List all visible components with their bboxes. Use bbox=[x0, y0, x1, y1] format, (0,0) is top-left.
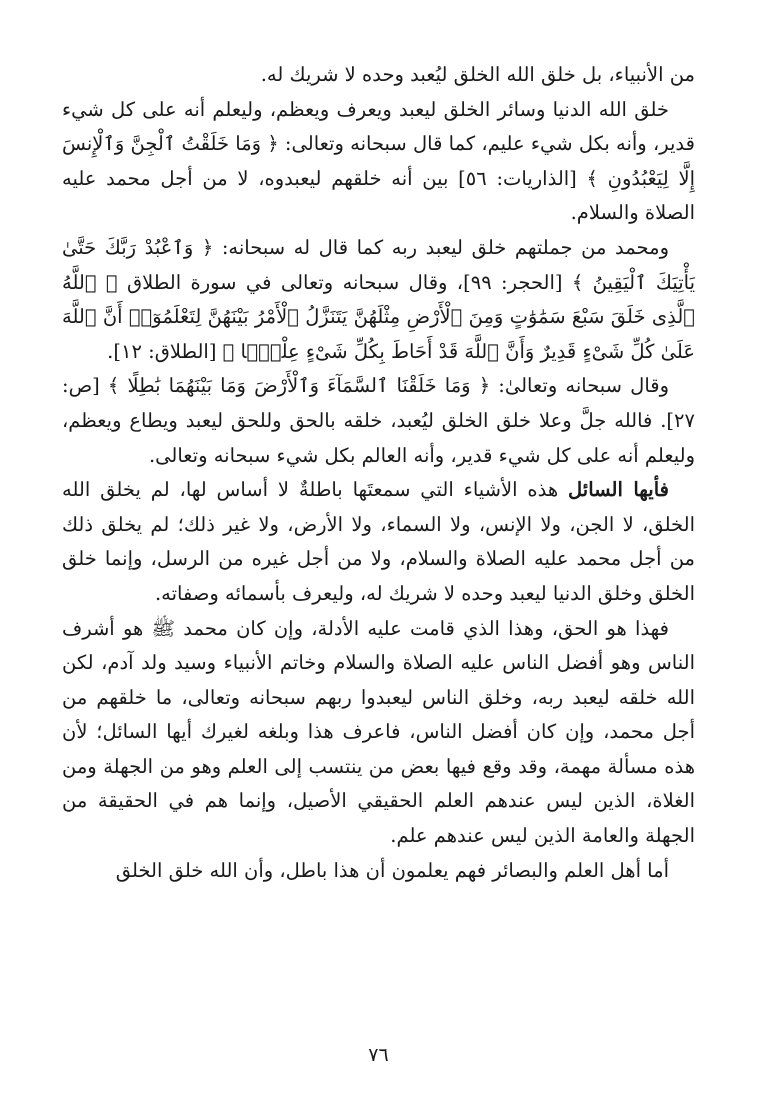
paragraph-text: من الأنبياء، بل خلق الله الخلق ليُعبد وحده لا شريك له. bbox=[260, 63, 695, 86]
paragraph-4 bbox=[62, 369, 695, 473]
paragraph-text: خلق الله الدنيا وسائر الخلق ليعبد ويعرف ويعظم، وليعلم أنه على كل شيء قدير، وأنه بكل شيء عليم، كما قال سبحانه وتعالى: ﴿ وَمَا خَلَقْتُ ٱلْجِنَّ وَٱلْإِنسَ إِلَّا لِيَعْبُدُونِ ﴾ [الذاريات: ٥٦] بين أنه خلقهم ليعبدوه، لا من أجل محمد عليه الصلاة والسلام. bbox=[62, 97, 695, 225]
paragraph-2 bbox=[62, 93, 695, 231]
page-number: ٧٦ bbox=[368, 1044, 389, 1066]
paragraph-lead: فأيها السائل bbox=[568, 478, 669, 502]
paragraph-text: ومحمد من جملتهم خلق ليعبد ربه كما قال له سبحانه: ﴿ وَٱعْبُدْ رَبَّكَ حَتَّىٰ يَأْتِيَكَ ٱلْيَقِينُ ﴾ [الحجر: ٩٩]، وقال سبحانه وتعالى في سورة الطلاق ﴿ ٱللَّهُ ٱلَّذِى خَلَقَ سَبْعَ سَمَٰوَٰتٍ وَمِنَ ٱلْأَرْضِ مِثْلَهُنَّ يَتَنَزَّلُ ٱلْأَمْرُ بَيْنَهُنَّ لِتَعْلَمُوٓا۟ أَنَّ ٱللَّهَ عَلَىٰ كُلِّ شَىْءٍ قَدِيرٌ وَأَنَّ ٱللَّهَ قَدْ أَحَاطَ بِكُلِّ شَىْءٍ عِلْمًۢا ﴾ [الطلاق: ١٢]. bbox=[62, 235, 695, 363]
paragraph-3 bbox=[62, 231, 695, 369]
paragraph-6 bbox=[62, 612, 695, 854]
paragraph-text: وقال سبحانه وتعالىٰ: ﴿ وَمَا خَلَقْنَا ٱلسَّمَآءَ وَٱلْأَرْضَ وَمَا بَيْنَهُمَا بَٰطِلًا ﴾ [ص: ٢٧]. فالله جلَّ وعلا خلق الخلق ليُعبد، خلقه بالحق وللحق ليعبد ويطاع ويعظم، وليعلم أنه على كل شيء قدير، وأنه العالم بكل شيء سبحانه وتعالى. bbox=[62, 374, 695, 467]
paragraph-text: فهذا هو الحق، وهذا الذي قامت عليه الأدلة، وإن كان محمد ﷺ هو أشرف الناس وهو أفضل الناس عليه الصلاة والسلام وخاتم الأنبياء وسيد ولد آدم، لكن الله خلقه ليعبد ربه، وخلق الناس ليعبدوا ربهم سبحانه وتعالى، ما خلقهم من أجل محمد، وإن كان أفضل الناس، فاعرف هذا وبلغه لغيرك أيها السائل؛ لأن هذه مسألة مهمة، وقد وقع فيها بعض من ينتسب إلى العلم وهو من الجهلة ومن الغلاة، الذين ليس عندهم العلم الحقيقي الأصيل، وإنما هم في الحقيقة من الجهلة والعامة الذين ليس عندهم علم. bbox=[62, 616, 695, 848]
paragraph-1 bbox=[62, 58, 695, 93]
paragraph-text: هذه الأشياء التي سمعتَها باطلةٌ لا أساس لها، لم يخلق الله الخلق، لا الجن، ولا الإنس، ولا السماء، ولا الأرض، ولا غير ذلك؛ لم يخلق ذلك من أجل محمد عليه الصلاة والسلام، ولا من أجل غيره من الرسل، وإنما خلق الخلق وخلق الدنيا ليعبد وحده لا شريك له، وليعرف بأسمائه وصفاته. bbox=[62, 478, 695, 605]
paragraph-7 bbox=[62, 854, 695, 889]
paragraph-text: أما أهل العلم والبصائر فهم يعلمون أن هذا باطل، وأن الله خلق الخلق bbox=[115, 858, 669, 882]
paragraph-5 bbox=[62, 473, 695, 611]
